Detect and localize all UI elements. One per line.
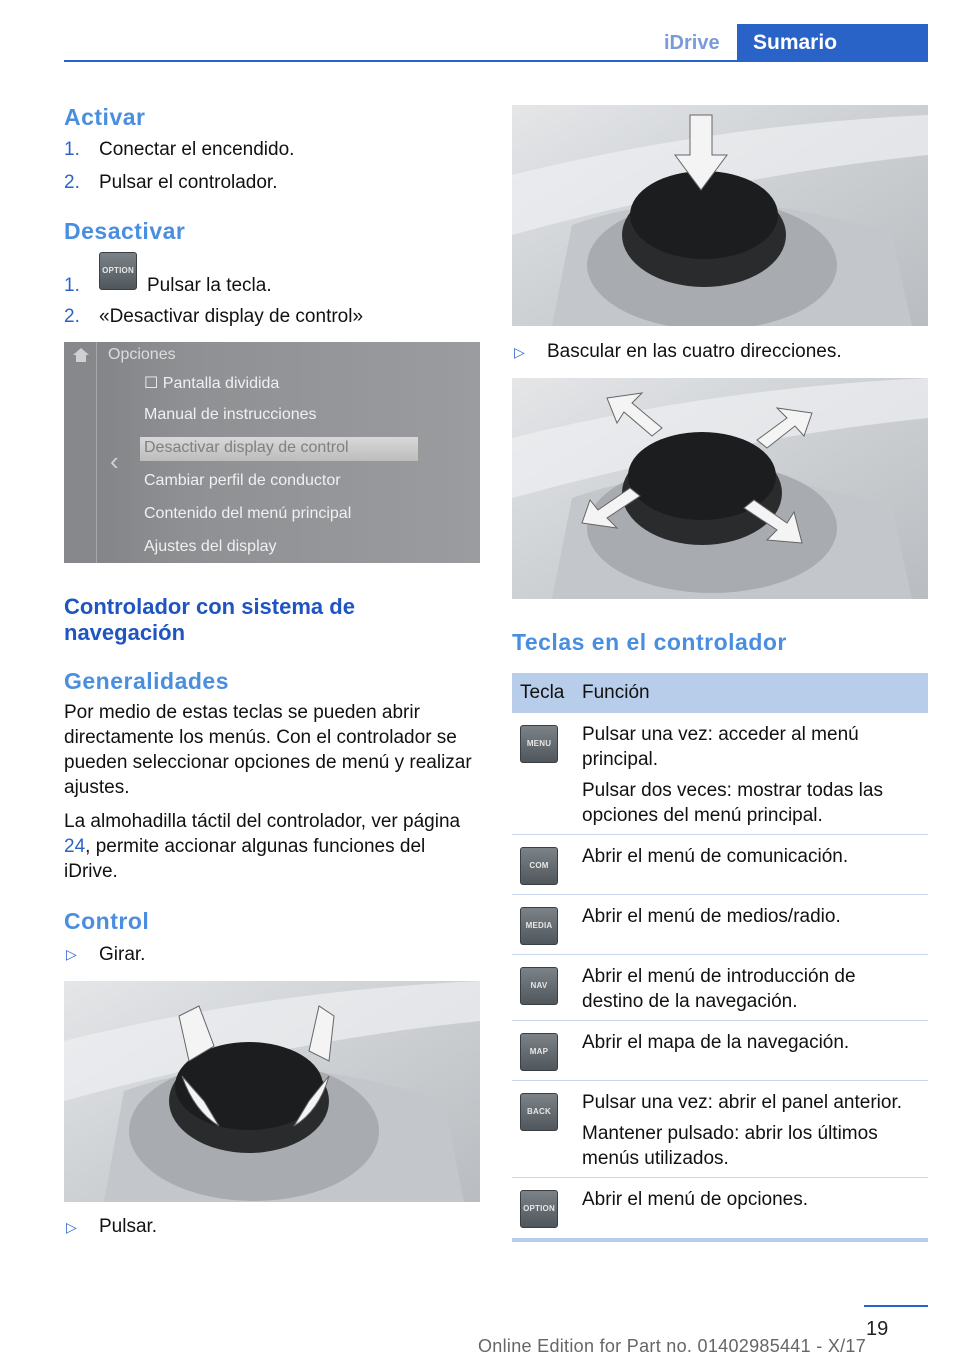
header-rule xyxy=(64,60,928,62)
control-heading: Control xyxy=(64,908,150,934)
general-paragraph: Por medio de estas teclas se pueden abrir directamente los menús. Con el controlador se pueden seleccionar opciones de menú y realizar ajustes. xyxy=(64,702,472,798)
row-description: Abrir el menú de medios/radio. xyxy=(582,906,841,927)
row-description: Abrir el menú de opciones. xyxy=(582,1189,809,1210)
footer-edition: Online Edition for Part no. 01402985441 - X/17 xyxy=(478,1336,867,1356)
controller-rotate-photo xyxy=(64,981,480,1202)
page-link[interactable]: 24 xyxy=(64,836,86,857)
general-paragraph-2: La almohadilla táctil del controlador, ver página 24, permite accionar algunas funciones del iDrive. xyxy=(64,811,461,882)
bullet-text: Pulsar. xyxy=(99,1216,158,1237)
activate-step-number: 2. xyxy=(64,172,80,193)
menu-item: Manual de instrucciones xyxy=(144,406,317,423)
header-tab: Sumario xyxy=(737,24,928,62)
bullet-triangle-icon: ▷ xyxy=(66,1219,77,1235)
home-icon xyxy=(73,348,89,362)
table-bottom-rule xyxy=(512,1238,928,1242)
menu-item: ☐ Pantalla dividida xyxy=(144,375,280,392)
controller-heading: Controlador con sistema de navegación xyxy=(64,594,355,645)
table-row xyxy=(512,895,928,955)
menu-title: Opciones xyxy=(108,346,176,363)
table-row xyxy=(512,955,928,1021)
chevron-left-icon: ‹ xyxy=(110,446,119,476)
bullet-text: Bascular en las cuatro direcciones. xyxy=(547,341,842,362)
activate-heading: Activar xyxy=(64,104,146,130)
row-description: Pulsar una vez: acceder al menú principal. xyxy=(582,724,859,770)
column-header-function: Función xyxy=(582,682,650,703)
table-row xyxy=(512,835,928,895)
deactivate-heading: Desactivar xyxy=(64,218,186,244)
option-key-icon: OPTION xyxy=(520,1190,558,1228)
keys-table-header xyxy=(512,673,928,713)
row-description: Abrir el menú de introducción de destino de la navegación. xyxy=(582,966,856,1012)
deactivate-step-number: 1. xyxy=(64,275,80,296)
controller-tilt-photo xyxy=(512,378,928,599)
bullet-triangle-icon: ▷ xyxy=(66,946,77,962)
com-key-icon: COM xyxy=(520,847,558,885)
table-row xyxy=(512,1081,928,1178)
footer-rule xyxy=(864,1305,928,1307)
deactivate-step-number: 2. xyxy=(64,306,80,327)
activate-step-text: Pulsar el controlador. xyxy=(99,172,278,193)
menu-key-icon: MENU xyxy=(520,725,558,763)
menu-sidebar xyxy=(64,342,97,563)
back-key-icon: BACK xyxy=(520,1093,558,1131)
deactivate-step-text: «Desactivar display de control» xyxy=(99,306,364,327)
nav-key-icon: NAV xyxy=(520,967,558,1005)
table-row xyxy=(512,1021,928,1081)
row-description: Mantener pulsado: abrir los últimos menús utilizados. xyxy=(582,1123,878,1169)
option-key-icon: OPTION xyxy=(99,252,137,290)
row-description: Abrir el menú de comunicación. xyxy=(582,846,849,867)
menu-item: Contenido del menú principal xyxy=(144,505,352,522)
header-section: iDrive xyxy=(664,32,720,54)
row-description: Pulsar una vez: abrir el panel anterior. xyxy=(582,1092,903,1113)
table-row xyxy=(512,1178,928,1238)
controller-press-photo xyxy=(512,105,928,326)
keys-table-heading: Teclas en el controlador xyxy=(512,629,787,655)
bullet-triangle-icon: ▷ xyxy=(514,344,525,360)
menu-item: Ajustes del display xyxy=(144,538,277,555)
page-number: 19 xyxy=(866,1318,889,1340)
media-key-icon: MEDIA xyxy=(520,907,558,945)
row-description: Abrir el mapa de la navegación. xyxy=(582,1032,850,1053)
general-heading: Generalidades xyxy=(64,668,230,694)
activate-step-number: 1. xyxy=(64,139,80,160)
deactivate-step-text: Pulsar la tecla. xyxy=(147,275,272,296)
menu-item: Cambiar perfil de conductor xyxy=(144,472,341,489)
row-description: Pulsar dos veces: mostrar todas las opciones del menú principal. xyxy=(582,780,883,826)
column-header-key: Tecla xyxy=(520,682,565,703)
map-key-icon: MAP xyxy=(520,1033,558,1071)
activate-step-text: Conectar el encendido. xyxy=(99,139,295,160)
menu-item-selected: Desactivar display de control xyxy=(144,439,349,456)
bullet-text: Girar. xyxy=(99,944,146,965)
table-row xyxy=(512,713,928,835)
options-menu-screenshot xyxy=(64,342,480,563)
